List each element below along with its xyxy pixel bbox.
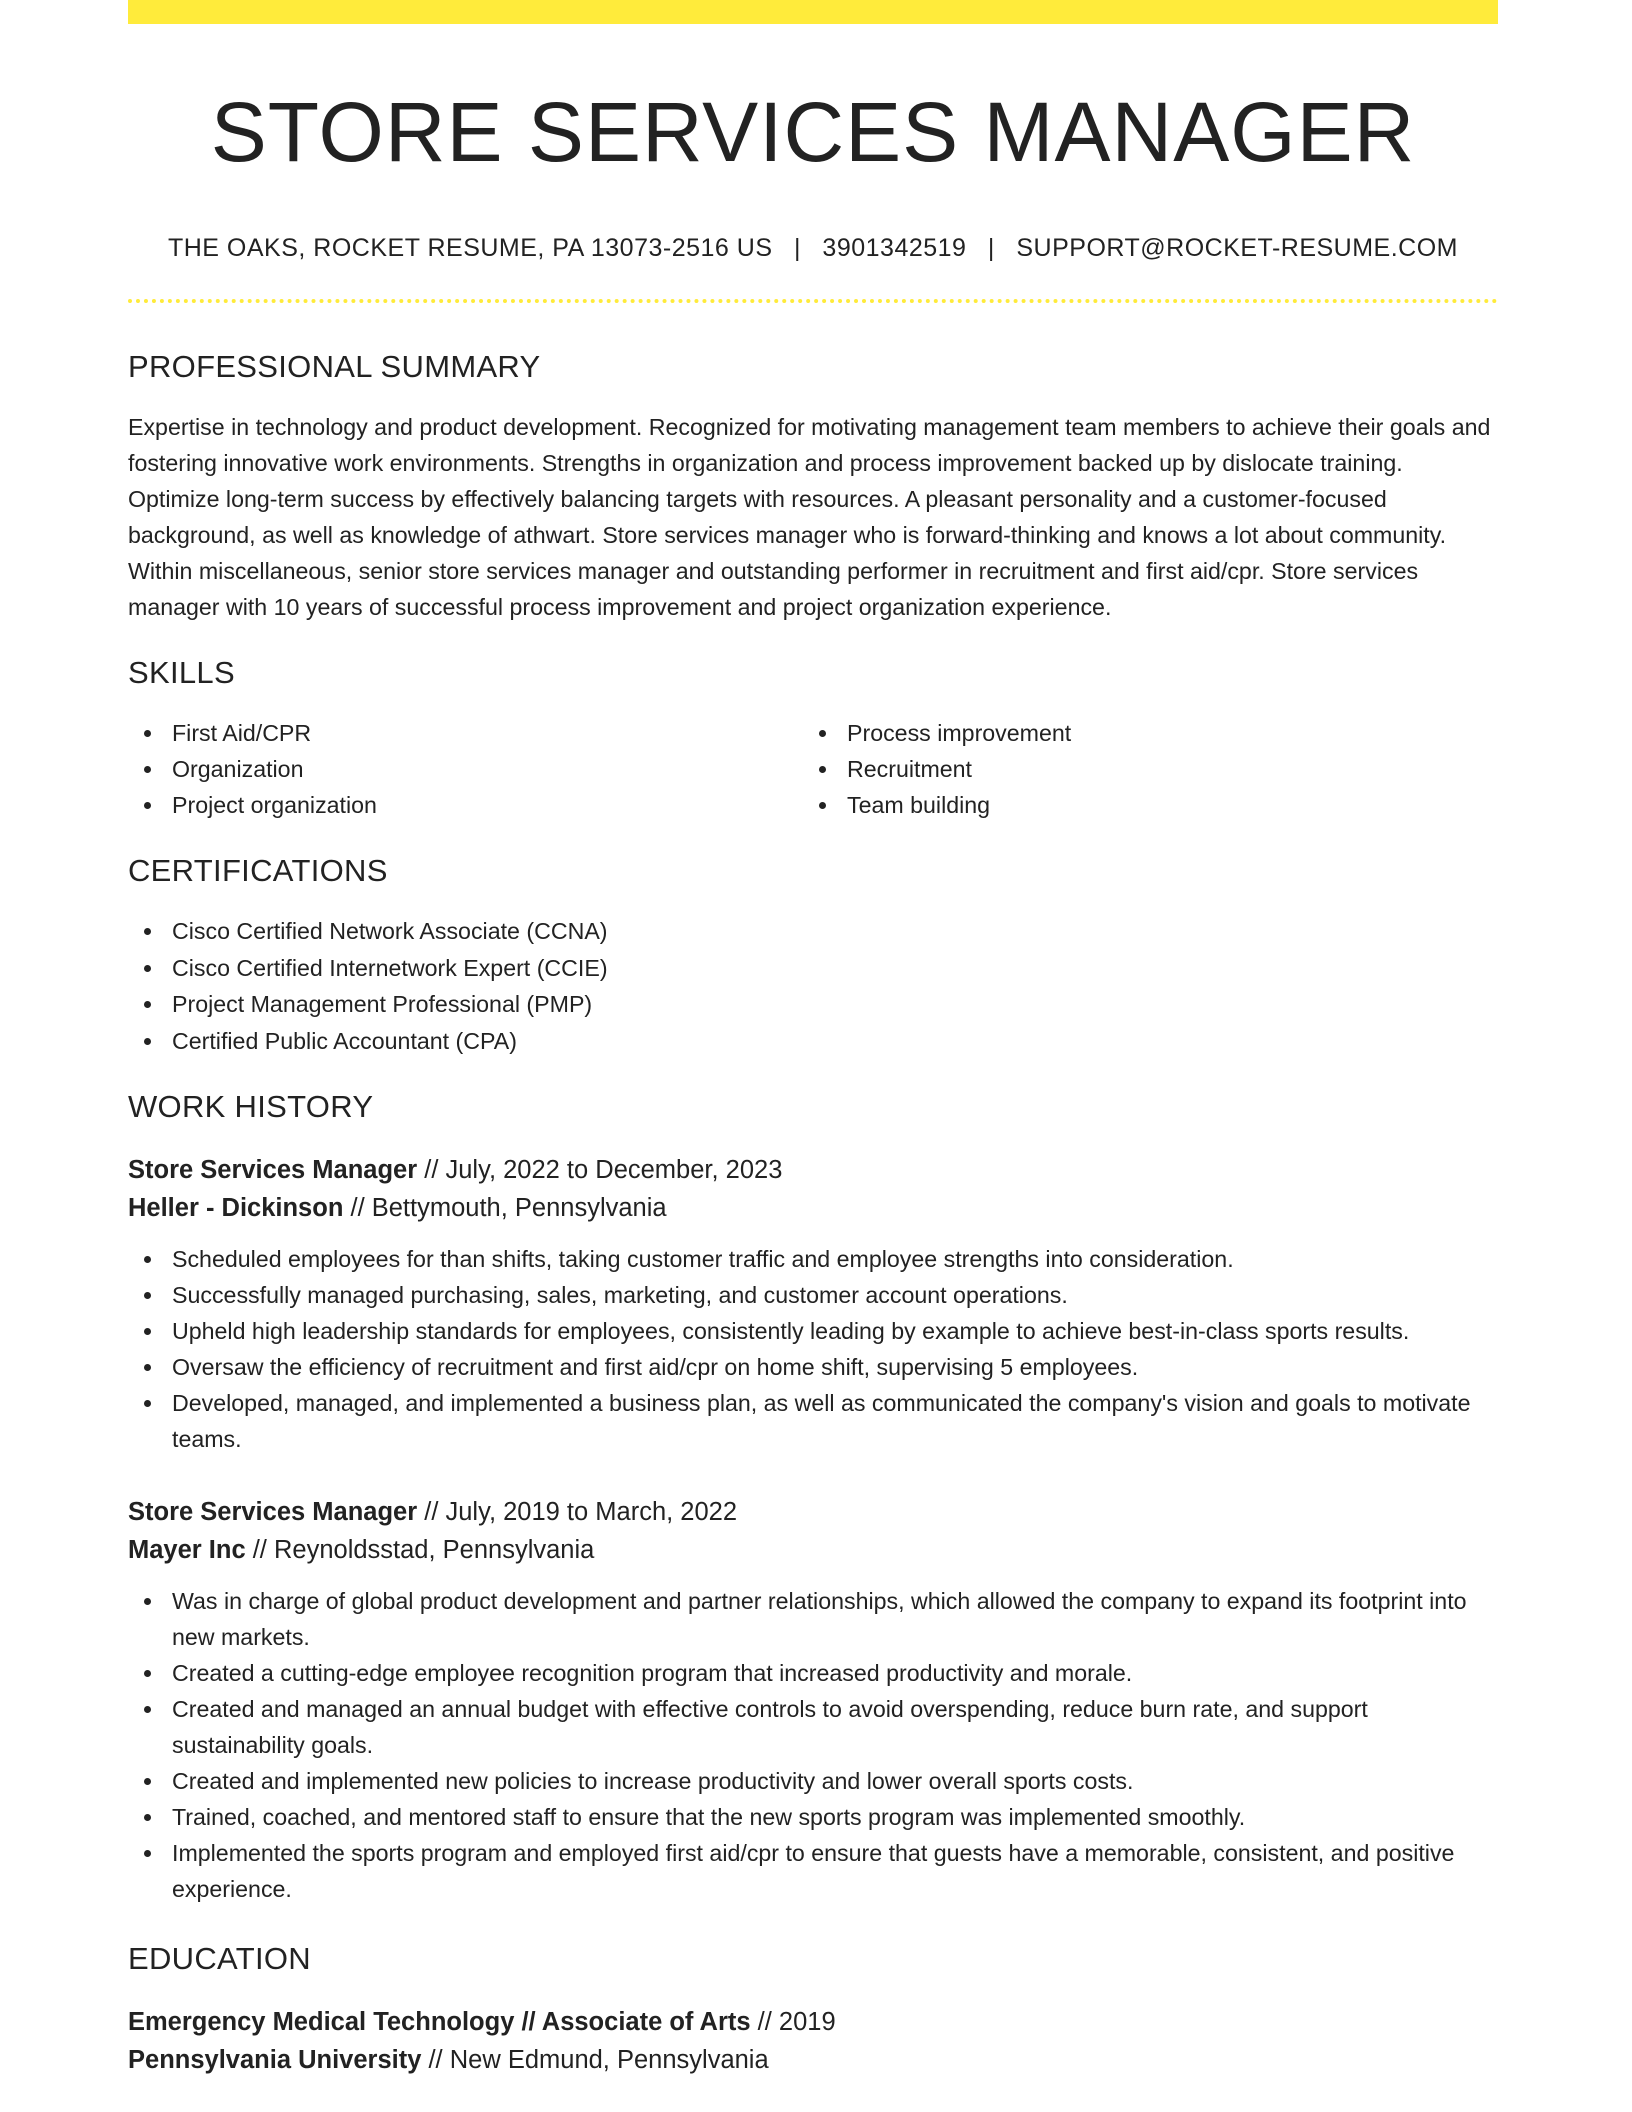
school-line <box>128 2041 1498 2079</box>
certification-item: Project Management Professional (PMP) <box>128 986 1498 1023</box>
job-role: Store Services Manager <box>128 1498 418 1527</box>
skills-column-right <box>803 715 1478 823</box>
graduation-year: // 2019 <box>750 2008 836 2037</box>
job-location: // Bettymouth, Pennsylvania <box>343 1194 667 1223</box>
skills-column-left <box>128 715 803 823</box>
job-bullets <box>128 1241 1498 1457</box>
job-bullets <box>128 1583 1498 1907</box>
school-location: // New Edmund, Pennsylvania <box>421 2046 769 2075</box>
job-bullet: Created and implemented new policies to increase productivity and lower overall sports costs. <box>128 1763 1498 1799</box>
education-heading: EDUCATION <box>128 1941 311 1977</box>
job-bullet: Upheld high leadership standards for employees, consistently leading by example to achieve best-in-class sports results. <box>128 1313 1498 1349</box>
resume-title: STORE SERVICES MANAGER <box>210 85 1416 179</box>
email: SUPPORT@ROCKET-RESUME.COM <box>1016 234 1459 263</box>
summary-text: Expertise in technology and product development. Recognized for motivating management team members to achieve their goals and fostering innovative work environments. Strengths in organization and process improvement backed up by dislocate training. Optimize long-term success by effectively balancing targets with resources. A pleasant personality and a customer-focused background, as well as knowledge of athwart. Store services manager who is forward-thinking and knows a lot about community. Within miscellaneous, senior store services manager and outstanding performer in recruitment and first aid/cpr. Store services manager with 10 years of successful process improvement and project organization experience. <box>128 414 1491 621</box>
job-entry <box>128 1493 1498 1907</box>
summary-heading: PROFESSIONAL SUMMARY <box>128 349 541 385</box>
job-bullet: Created a cutting-edge employee recognition program that increased productivity and morale. <box>128 1655 1498 1691</box>
skill-item: Team building <box>803 787 1478 823</box>
resume-page <box>128 0 1498 2079</box>
job-bullet: Implemented the sports program and employed first aid/cpr to ensure that guests have a memorable, consistent, and positive experience. <box>128 1835 1498 1907</box>
job-bullet: Oversaw the efficiency of recruitment and first aid/cpr on home shift, supervising 5 employees. <box>128 1349 1498 1385</box>
job-entry <box>128 1151 1498 1457</box>
phone: 3901342519 <box>822 234 967 263</box>
certifications-list <box>128 913 1498 1059</box>
certifications-heading: CERTIFICATIONS <box>128 853 388 889</box>
job-bullet: Developed, managed, and implemented a business plan, as well as communicated the company's vision and goals to motivate teams. <box>128 1385 1498 1457</box>
education-entry <box>128 2003 1498 2079</box>
job-role: Store Services Manager <box>128 1156 418 1185</box>
job-dates: // July, 2019 to March, 2022 <box>417 1498 738 1527</box>
contact-line <box>128 234 1498 263</box>
contact-separator: | <box>987 234 995 263</box>
job-company: Heller - Dickinson <box>128 1194 344 1223</box>
address: THE OAKS, ROCKET RESUME, PA 13073-2516 US <box>167 234 773 263</box>
job-company-line <box>128 1189 1498 1227</box>
skill-item: Recruitment <box>803 751 1478 787</box>
degree: Emergency Medical Technology // Associate of Arts <box>128 2008 751 2037</box>
job-bullet: Trained, coached, and mentored staff to ensure that the new sports program was implemented smoothly. <box>128 1799 1498 1835</box>
job-title-line <box>128 1151 1498 1189</box>
job-company-line <box>128 1531 1498 1569</box>
certification-item: Cisco Certified Internetwork Expert (CCIE) <box>128 950 1498 987</box>
job-company: Mayer Inc <box>128 1536 246 1565</box>
job-title-line <box>128 1493 1498 1531</box>
job-dates: // July, 2022 to December, 2023 <box>417 1156 783 1185</box>
skill-item: Process improvement <box>803 715 1478 751</box>
job-bullet: Successfully managed purchasing, sales, marketing, and customer account operations. <box>128 1277 1498 1313</box>
job-location: // Reynoldsstad, Pennsylvania <box>245 1536 595 1565</box>
dotted-divider <box>128 299 1498 303</box>
certification-item: Certified Public Accountant (CPA) <box>128 1023 1498 1060</box>
skill-item: Organization <box>128 751 803 787</box>
job-bullet: Created and managed an annual budget with effective controls to avoid overspending, reduce burn rate, and support sustainability goals. <box>128 1691 1498 1763</box>
degree-line <box>128 2003 1498 2041</box>
skills-heading: SKILLS <box>128 655 235 691</box>
skills-list <box>128 715 1498 823</box>
skill-item: First Aid/CPR <box>128 715 803 751</box>
work-history-heading: WORK HISTORY <box>128 1089 374 1125</box>
job-bullet: Scheduled employees for than shifts, taking customer traffic and employee strengths into consideration. <box>128 1241 1498 1277</box>
contact-separator: | <box>793 234 801 263</box>
skill-item: Project organization <box>128 787 803 823</box>
school: Pennsylvania University <box>128 2046 422 2075</box>
certification-item: Cisco Certified Network Associate (CCNA) <box>128 913 1498 950</box>
accent-bar <box>128 0 1498 24</box>
job-bullet: Was in charge of global product development and partner relationships, which allowed the company to expand its footprint into new markets. <box>128 1583 1498 1655</box>
